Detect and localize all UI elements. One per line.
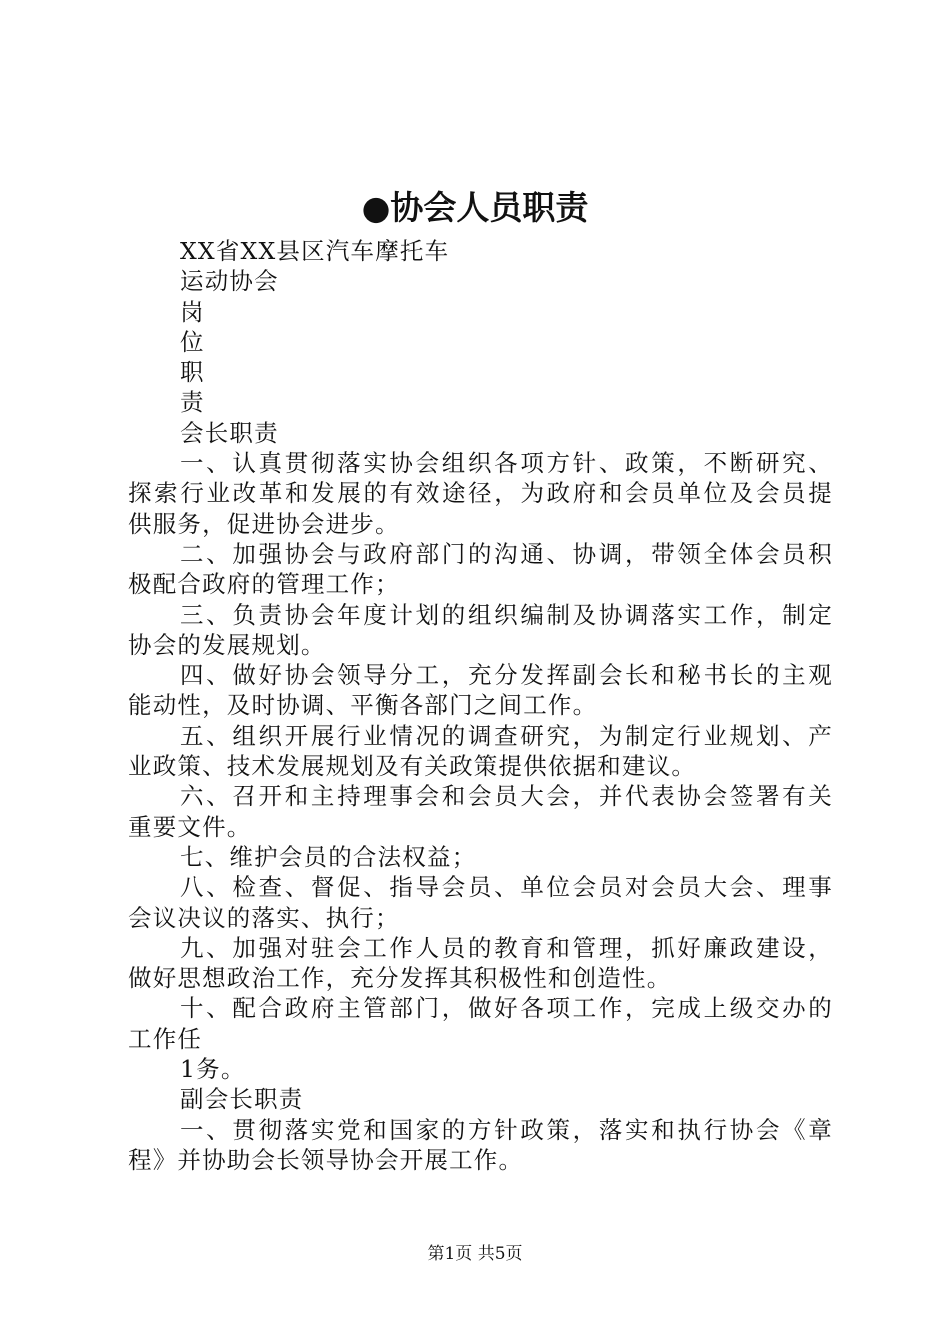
paragraph-line: 一、认真贯彻落实协会组织各项方针、政策，不断研究、 <box>180 449 833 478</box>
paragraph-line: 五、组织开展行业情况的调查研究，为制定行业规划、产 <box>180 721 833 750</box>
header-line: 岗 <box>180 297 205 326</box>
paragraph-line: 极配合政府的管理工作； <box>128 570 400 599</box>
paragraph-line: 协会的发展规划。 <box>128 630 326 659</box>
document-body <box>128 236 833 1175</box>
header-line: 位 <box>180 327 205 356</box>
paragraph-line: 三、负责协会年度计划的组织编制及协调落实工作，制定 <box>180 600 833 629</box>
document-title: ●协会人员职责 <box>361 188 589 227</box>
paragraph-line: 工作任 <box>128 1024 203 1053</box>
paragraph-line: 十、配合政府主管部门，做好各项工作，完成上级交办的 <box>180 994 833 1023</box>
header-line: XX省XX县区汽车摩托车 <box>180 237 450 265</box>
header-line: 职 <box>180 358 205 387</box>
paragraph-line: 九、加强对驻会工作人员的教育和管理，抓好廉政建设， <box>180 933 833 962</box>
paragraph-line: 业政策、技术发展规划及有关政策提供依据和建议。 <box>128 752 697 781</box>
paragraph-line: 七、维护会员的合法权益； <box>180 842 477 871</box>
header-line: 责 <box>180 388 205 417</box>
paragraph-line: 八、检查、督促、指导会员、单位会员对会员大会、理事 <box>180 873 833 902</box>
paragraph-line: 二、加强协会与政府部门的沟通、协调，带领全体会员积 <box>180 539 833 568</box>
paragraph-line: 重要文件。 <box>128 812 252 841</box>
header-line: 运动协会 <box>180 267 279 296</box>
section-heading-president: 会长职责 <box>180 418 279 447</box>
page-number-footer: 第1页 共5页 <box>427 1244 523 1264</box>
paragraph-line: 程》并协助会长领导协会开展工作。 <box>128 1145 524 1174</box>
paragraph-line: 供服务，促进协会进步。 <box>128 509 400 538</box>
continuation-line: 1务。 <box>180 1055 246 1084</box>
paragraph-line: 四、做好协会领导分工，充分发挥副会长和秘书长的主观 <box>180 661 833 690</box>
paragraph-line: 会议决议的落实、执行； <box>128 903 400 932</box>
section-heading-vice-president: 副会长职责 <box>180 1085 304 1114</box>
paragraph-line: 一、贯彻落实党和国家的方针政策，落实和执行协会《章 <box>180 1115 833 1144</box>
paragraph-line: 能动性，及时协调、平衡各部门之间工作。 <box>128 691 598 720</box>
paragraph-line: 探索行业改革和发展的有效途径，为政府和会员单位及会员提 <box>128 479 833 508</box>
paragraph-line: 做好思想政治工作，充分发挥其积极性和创造性。 <box>128 964 672 993</box>
paragraph-line: 六、召开和主持理事会和会员大会，并代表协会签署有关 <box>180 782 833 811</box>
